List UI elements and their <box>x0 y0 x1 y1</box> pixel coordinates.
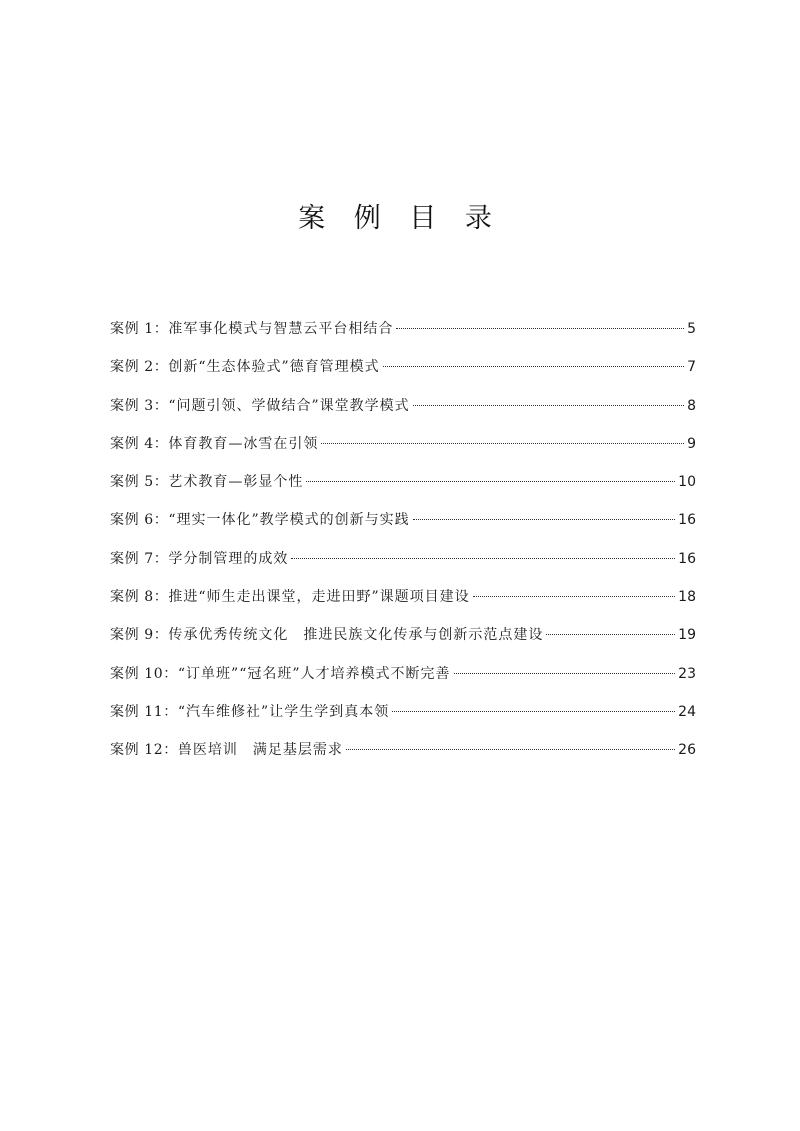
toc-entry-page: 16 <box>678 550 696 567</box>
toc-dot-leader <box>291 558 675 559</box>
toc-entry-title: “问题引领、学做结合”课堂教学模式 <box>168 397 410 414</box>
toc-entry-label: 案例 6： <box>110 512 169 529</box>
toc-entry-page: 9 <box>687 435 696 452</box>
toc-entry[interactable] <box>110 318 696 356</box>
toc-entry-page: 24 <box>678 703 696 720</box>
toc-entry[interactable] <box>110 356 696 394</box>
toc-entry-title: “汽车维修社”让学生学到真本领 <box>177 703 390 720</box>
toc-entry-label: 案例 2： <box>110 359 169 376</box>
toc-entry-title: 传承优秀传统文化 推进民族文化传承与创新示范点建设 <box>168 627 544 644</box>
toc-entry-page: 19 <box>678 627 696 644</box>
toc-entry-label: 案例 1： <box>110 321 169 337</box>
toc-entry-page: 7 <box>687 359 696 376</box>
toc-entry[interactable] <box>110 739 696 777</box>
toc-dot-leader <box>473 596 675 597</box>
toc-title: 案 例 目 录 <box>298 203 502 234</box>
toc-entry-title: 艺术教育—彰显个性 <box>168 474 304 491</box>
toc-dot-leader <box>306 481 675 482</box>
toc-entry[interactable] <box>110 548 696 586</box>
toc-entry-page: 5 <box>687 321 696 337</box>
toc-entry-title: 准军事化模式与智慧云平台相结合 <box>168 321 394 337</box>
toc-entry-page: 10 <box>678 474 696 491</box>
toc-entry-title: 创新“生态体验式”德育管理模式 <box>168 359 380 376</box>
toc-entry-title: “理实一体化”教学模式的创新与实践 <box>168 512 410 529</box>
toc-entry-label: 案例 3： <box>110 397 169 414</box>
toc-entry-label: 案例 10： <box>110 665 178 682</box>
toc-entry-label: 案例 12： <box>110 742 178 759</box>
toc-dot-leader <box>546 634 675 635</box>
toc-entry-page: 18 <box>678 589 696 606</box>
toc-entry-label: 案例 8： <box>110 589 169 606</box>
toc-dot-leader <box>454 673 676 674</box>
table-of-contents <box>110 318 696 778</box>
toc-entry-page: 23 <box>678 665 696 682</box>
toc-dot-leader <box>383 366 684 367</box>
toc-dot-leader <box>413 519 675 520</box>
toc-dot-leader <box>413 405 684 406</box>
toc-entry-label: 案例 4： <box>110 435 169 452</box>
toc-entry[interactable] <box>110 471 696 509</box>
toc-entry-title: 体育教育—冰雪在引领 <box>168 435 319 452</box>
toc-dot-leader <box>346 749 675 750</box>
toc-entry-label: 案例 11： <box>110 703 178 720</box>
toc-entry-label: 案例 7： <box>110 550 169 567</box>
toc-entry[interactable] <box>110 433 696 471</box>
toc-dot-leader <box>392 711 675 712</box>
toc-entry-page: 8 <box>687 397 696 414</box>
toc-entry[interactable] <box>110 395 696 433</box>
toc-entry-page: 16 <box>678 512 696 529</box>
toc-entry-title: 学分制管理的成效 <box>168 550 289 567</box>
toc-entry-page: 26 <box>678 742 696 759</box>
toc-entry[interactable] <box>110 624 696 662</box>
toc-entry[interactable] <box>110 586 696 624</box>
toc-entry-label: 案例 5： <box>110 474 169 491</box>
toc-entry-title: 推进“师生走出课堂，走进田野”课题项目建设 <box>168 589 470 606</box>
toc-entry-label: 案例 9： <box>110 627 169 644</box>
toc-entry-title: 兽医培训 满足基层需求 <box>177 742 343 759</box>
toc-dot-leader <box>321 443 684 444</box>
toc-entry[interactable] <box>110 663 696 701</box>
toc-entry-title: “订单班”“冠名班”人才培养模式不断完善 <box>177 665 451 682</box>
toc-entry[interactable] <box>110 509 696 547</box>
toc-entry[interactable] <box>110 701 696 739</box>
toc-dot-leader <box>396 328 684 329</box>
